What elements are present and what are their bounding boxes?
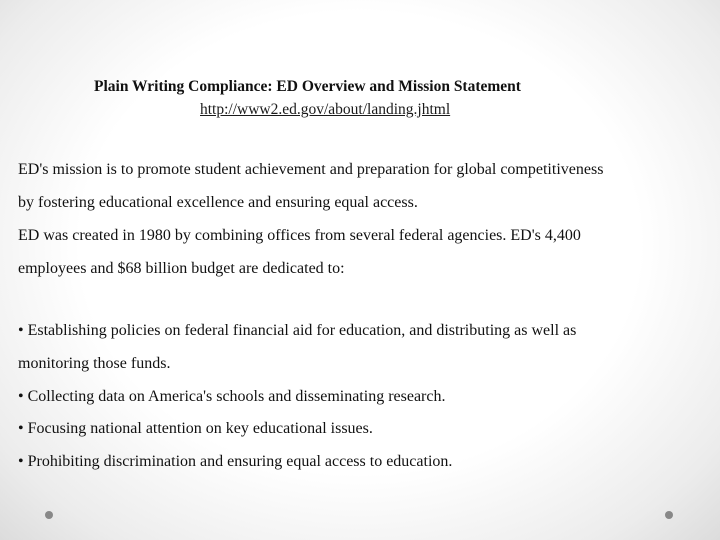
overview-link[interactable]: http://www2.ed.gov/about/landing.jhtml (200, 101, 451, 118)
created-text-line-2: employees and $68 billion budget are dedicated to: (18, 260, 345, 277)
bullet-prohibiting-discrimination: • Prohibiting discrimination and ensuring equal access to education. (18, 453, 453, 470)
bottom-right-dot-icon (665, 511, 673, 519)
created-text-line-1: ED was created in 1980 by combining offices from several federal agencies. ED's 4,400 (18, 227, 581, 244)
mission-text-line-1: ED's mission is to promote student achievement and preparation for global competitiveness (18, 161, 604, 178)
slide-title: Plain Writing Compliance: ED Overview and Mission Statement (94, 78, 521, 95)
bullet-policies-line-1: • Establishing policies on federal financial aid for education, and distributing as well as (18, 322, 577, 339)
mission-text-line-2: by fostering educational excellence and ensuring equal access. (18, 194, 418, 211)
bullet-national-attention: • Focusing national attention on key educational issues. (18, 420, 373, 437)
bullet-data-collection: • Collecting data on America's schools and disseminating research. (18, 388, 446, 405)
bottom-left-dot-icon (45, 511, 53, 519)
bullet-policies-line-2: monitoring those funds. (18, 355, 171, 372)
